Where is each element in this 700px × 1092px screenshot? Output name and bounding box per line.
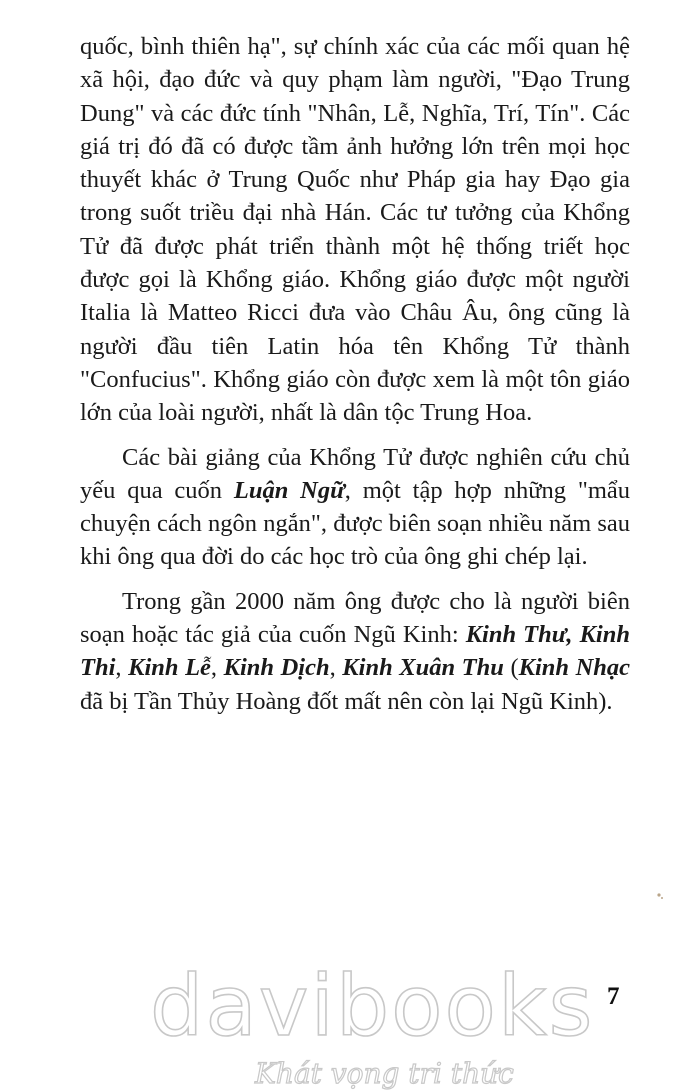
- paper-speck: [657, 893, 660, 896]
- paragraph-3: [80, 585, 630, 718]
- text-run: ,: [329, 654, 343, 682]
- text-run: , một tập hợp những "mẩu chuyện cách ngôn ngắn", được biên soạn nhiều năm sau khi ông qua đời do các học trò của ông ghi chép lại.: [80, 476, 630, 571]
- text-run: đã bị Tần Thủy Hoàng đốt mất nên còn lại Ngũ Kinh).: [80, 687, 613, 715]
- book-title-emphasis: Luận Ngữ: [233, 476, 345, 504]
- book-title-emphasis: Kinh Thư, Kinh Thi: [80, 621, 630, 682]
- paragraph-1: [80, 30, 630, 430]
- book-title-emphasis: Kinh Dịch: [223, 654, 330, 682]
- paragraph-2: [80, 441, 630, 574]
- book-title-emphasis: Kinh Nhạc: [518, 654, 631, 682]
- page-number: 7: [607, 983, 620, 1010]
- text-run: (: [503, 654, 519, 682]
- watermark-tagline: Khát vọng tri thức: [255, 1057, 514, 1090]
- text-run: Các bài giảng của Khổng Tử được nghiên cứu chủ yếu qua cuốn: [80, 443, 630, 504]
- text-run: Trong gần 2000 năm ông được cho là người biên soạn hoặc tác giả của cuốn Ngũ Kinh:: [80, 587, 630, 649]
- page-body: [80, 30, 630, 718]
- text-run: ,: [115, 654, 129, 682]
- book-title-emphasis: Kinh Xuân Thu: [342, 654, 504, 682]
- paper-speck: [661, 897, 663, 899]
- watermark-brand: davibooks: [150, 957, 595, 1055]
- book-title-emphasis: Kinh Lễ: [128, 654, 211, 682]
- text-run: ,: [210, 654, 224, 682]
- text-run: quốc, bình thiên hạ", sự chính xác của các mối quan hệ xã hội, đạo đức và quy phạm làm người, "Đạo Trung Dung" và các đức tính "Nhân, Lễ, Nghĩa, Trí, Tín". Các giá trị đó đã có được tầm ảnh hưởng lớn trên mọi học thuyết khác ở Trung Quốc như Pháp gia hay Đạo gia trong suốt triều đại nhà Hán. Các tư tưởng của Khổng Tử đã được phát triển thành một hệ thống triết học được gọi là Khổng giáo. Khổng giáo được một người Italia là Matteo Ricci đưa vào Châu Âu, ông cũng là người đầu tiên Latin hóa tên Khổng Tử thành "Confucius". Khổng giáo còn được xem là một tôn giáo lớn của loài người, nhất là dân tộc Trung Hoa.: [80, 33, 630, 427]
